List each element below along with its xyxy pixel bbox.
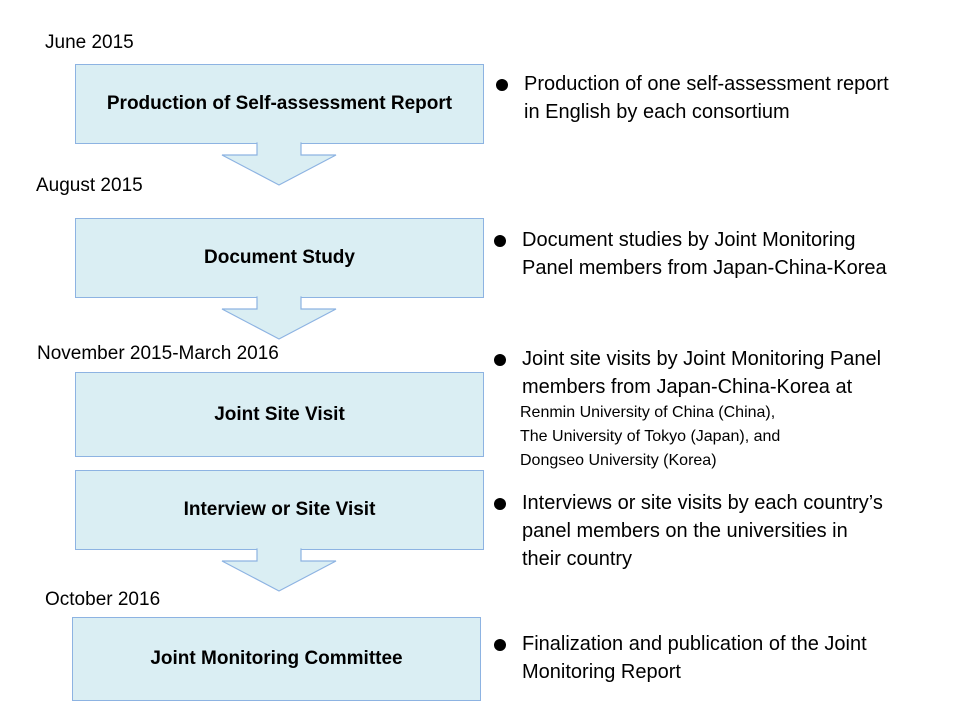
- bullet-line: Joint site visits by Joint Monitoring Panel: [522, 348, 882, 370]
- step-label: Interview or Site Visit: [183, 499, 376, 520]
- step-label: Joint Site Visit: [214, 403, 345, 425]
- step-box-self-assessment: [75, 64, 484, 144]
- bullet-line: Production of one self-assessment report: [524, 73, 889, 95]
- step-box-joint-site-visit: [75, 372, 484, 457]
- bullet-document-study: [494, 226, 887, 282]
- bullet-line: Document studies by Joint Monitoring: [522, 229, 856, 251]
- bullet-line: panel members on the universities in: [522, 520, 848, 542]
- date-label-nov-2015-mar-2016: November 2015-March 2016: [37, 343, 279, 364]
- date-label-october-2016: October 2016: [45, 589, 161, 610]
- bullet-line: in English by each consortium: [524, 101, 790, 123]
- step-box-interview-site-visit: [75, 470, 484, 550]
- bullet-line: Interviews or site visits by each country’s: [522, 492, 883, 514]
- university-line: Dongseo University (Korea): [520, 452, 717, 469]
- bullet-dot-icon: [494, 235, 506, 247]
- down-arrow-icon: [220, 142, 340, 188]
- bullet-interview-site-visit: [494, 489, 883, 573]
- step-box-document-study: [75, 218, 484, 298]
- bullet-line: Panel members from Japan-China-Korea: [522, 257, 887, 279]
- university-line: The University of Tokyo (Japan), and: [520, 428, 781, 445]
- bullet-line: members from Japan-China-Korea at: [522, 376, 853, 398]
- step-label: Joint Monitoring Committee: [150, 648, 403, 669]
- bullet-joint-monitoring-committee: [494, 630, 867, 686]
- step-label: Production of Self-assessment Report: [106, 93, 453, 114]
- date-label-august-2015: August 2015: [36, 175, 143, 196]
- step-box-joint-monitoring-committee: [72, 617, 481, 701]
- down-arrow-icon: [220, 548, 340, 594]
- bullet-dot-icon: [494, 354, 506, 366]
- bullet-dot-icon: [496, 79, 508, 91]
- bullet-line: Finalization and publication of the Joint: [522, 633, 867, 655]
- date-label-june-2015: June 2015: [45, 32, 134, 53]
- down-arrow-icon: [220, 296, 340, 342]
- bullet-line: their country: [522, 548, 633, 570]
- university-line: Renmin University of China (China),: [520, 404, 776, 421]
- bullet-joint-site-visit: [494, 345, 881, 473]
- step-label: Document Study: [204, 247, 355, 268]
- bullet-dot-icon: [494, 639, 506, 651]
- bullet-self-assessment: [496, 70, 889, 126]
- bullet-line: Monitoring Report: [522, 661, 681, 683]
- bullet-dot-icon: [494, 498, 506, 510]
